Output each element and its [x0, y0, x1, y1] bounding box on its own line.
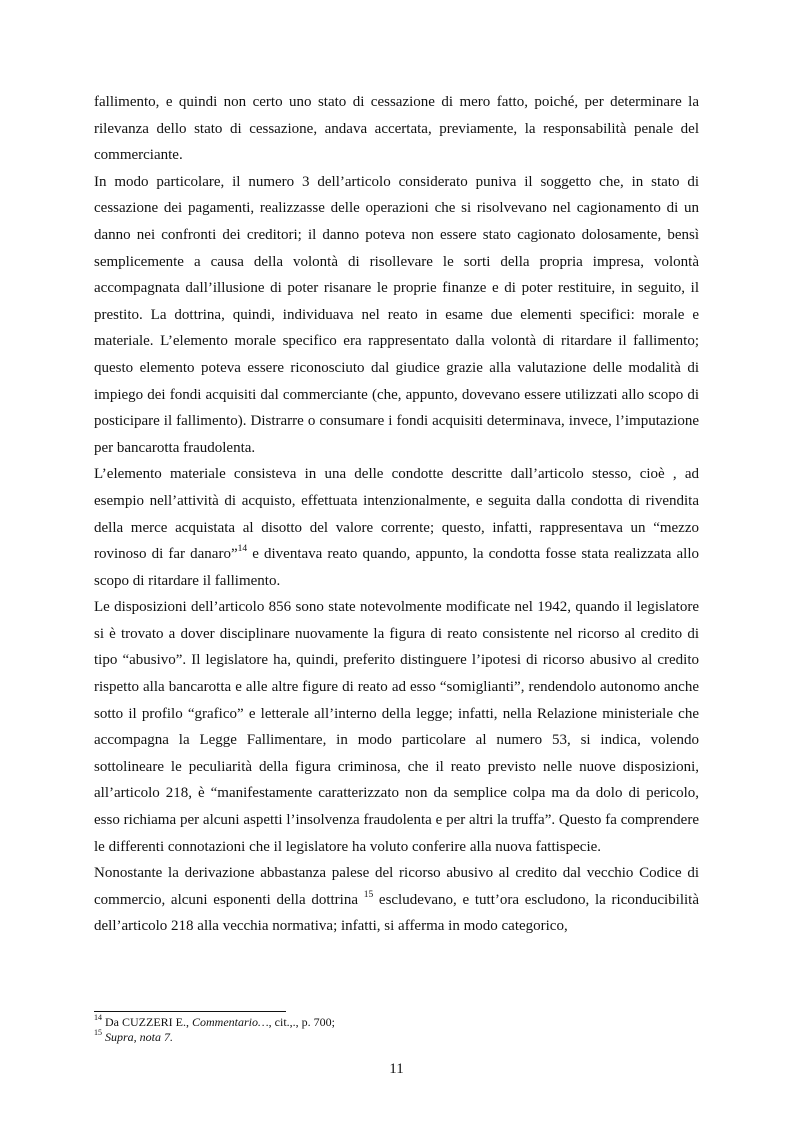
page-number: 11: [389, 1061, 404, 1077]
page-body: [94, 89, 699, 940]
paragraph: [94, 860, 699, 940]
footnote: [94, 1030, 699, 1045]
paragraph: fallimento, e quindi non certo uno stato di cessazione di mero fatto, poiché, per determinare la rilevanza dello stato di cessazione, andava accertata, previamente, la responsabilità penale del commerciante.: [94, 94, 699, 164]
footnote-separator: [94, 1011, 286, 1012]
paragraph-text: e diventava reato quando, appunto, la condotta fosse stata realizzata allo scopo di ritardare il fallimento.: [94, 546, 699, 589]
paragraph: In modo particolare, il numero 3 dell’articolo considerato puniva il soggetto che, in stato di cessazione dei pagamenti, realizzasse delle operazioni che si risolvevano nel cagionamento di un danno nei confronti dei creditori; il danno poteva non essere stato cagionato dolosamente, bensì semplicemente a causa della volontà di risollevare le sorti della propria impresa, volontà accompagnata dall’illusione di poter risanare le proprie finanze e di poter restituire, in seguito, il prestito. La dottrina, quindi, individuava nel reato in esame due elementi specifici: morale e materiale. L’elemento morale specifico era rappresentato dalla volontà di ritardare il fallimento; questo elemento poteva essere riconosciuto dal giudice grazie alla valutazione delle modalità di impiego dei fondi acquisiti dal commerciante (che, appunto, dovevano essere utilizzati allo scopo di posticipare il fallimento). Distrarre o consumare i fondi acquisiti determinava, invece, l’imputazione per bancarotta fraudolenta.: [94, 173, 699, 456]
footnote-text: Da CUZZERI E.,: [102, 1015, 192, 1029]
footnote-reference[interactable]: 14: [237, 544, 248, 555]
footnote-title: Supra, nota 7.: [105, 1030, 174, 1044]
footnote: [94, 1015, 699, 1030]
footnotes: [94, 1015, 699, 1045]
footnote-number: 15: [94, 1028, 102, 1037]
paragraph-text: L’elemento materiale consisteva in una delle condotte descritte dall’articolo stesso, cioè , ad esempio nell’attività di acquisto, effettuata intenzionalmente, e seguita dalla condotta di rivendita della merce acquistata al disotto del valore corrente; questo, infatti, rappresentava un “mezzo rovinoso di far danaro”: [94, 466, 699, 563]
paragraph: [94, 461, 699, 594]
paragraph-text: escludevano, e tutt’ora escludono, la riconducibilità dell’articolo 218 alla vecchia normativa; infatti, si afferma in modo categorico,: [94, 891, 700, 935]
footnote-reference[interactable]: 15: [363, 889, 374, 900]
footnote-text: , cit.,., p. 700;: [268, 1015, 335, 1029]
paragraph-text: Nonostante la derivazione abbastanza palese del ricorso abusivo al credito dal vecchio Codice di commercio, alcuni esponenti della dottrina: [94, 865, 699, 908]
paragraph: Le disposizioni dell’articolo 856 sono state notevolmente modificate nel 1942, quando il legislatore si è trovato a dover disciplinare nuovamente la figura di reato consistente nel ricorso al credito di tipo “abusivo”. Il legislatore ha, quindi, preferito distinguere l’ipotesi di ricorso abusivo al credito rispetto alla bancarotta e alle altre figure di reato ad esso “somiglianti”, rendendolo autonomo anche sotto il profilo “grafico” e letterale all’interno della legge; infatti, nella Relazione ministeriale che accompagna la Legge Fallimentare, in modo particolare al numero 53, si indica, volendo sottolineare le peculiarità della figura criminosa, che il reato previsto nelle nuove disposizioni, all’articolo 218, è “manifestamente caratterizzato non da semplice colpa ma da dolo di pericolo, esso richiama per alcuni aspetti l’insolvenza fraudolenta e per altri la truffa”. Questo fa comprendere le differenti connotazioni che il legislatore ha voluto conferire alla nuova fattispecie.: [94, 599, 699, 855]
footnote-title: Commentario…: [191, 1015, 269, 1029]
footnote-number: 14: [94, 1013, 102, 1022]
